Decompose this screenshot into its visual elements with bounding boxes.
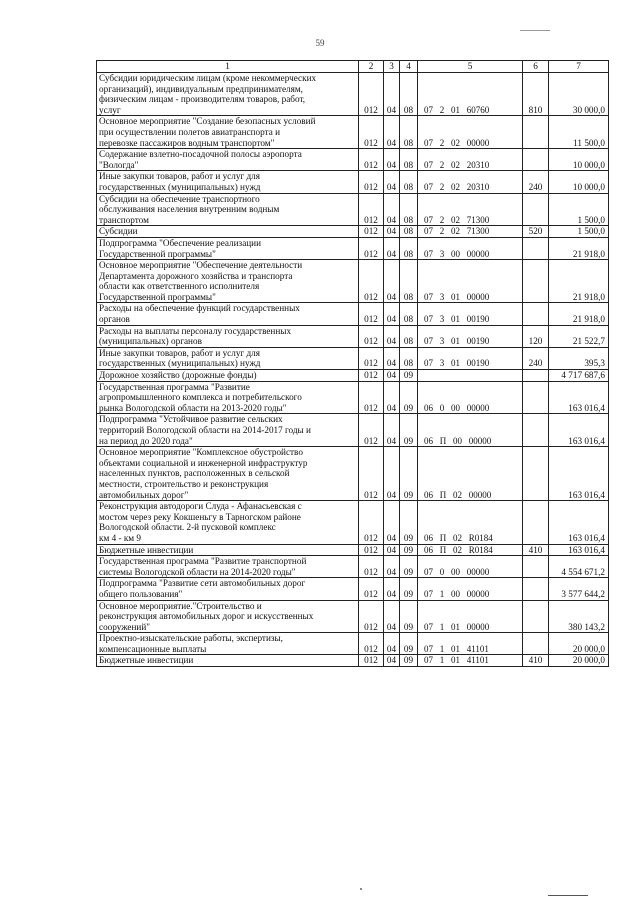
table-row xyxy=(97,325,609,347)
row-code-subsection-cell: 08 xyxy=(400,347,418,369)
row-code-target-cell: 06 П 00 00000 xyxy=(418,414,523,447)
row-code-subsection-cell: 09 xyxy=(400,544,418,556)
row-code-section-cell: 04 xyxy=(384,303,400,325)
row-name-cell: Основное мероприятие "Комплексное обустройство объектами социальной и инженерной инфраструктур населенных пунктов, расположенных в сельской местности, строительство и реконструкция автомобильных дорог" xyxy=(97,447,359,501)
row-amount-cell: 21 918,0 xyxy=(549,260,609,303)
table-row xyxy=(97,556,609,578)
row-code-section-cell: 04 xyxy=(384,556,400,578)
row-code-subsection-cell: 08 xyxy=(400,226,418,238)
row-code-expense-type-cell xyxy=(523,381,549,414)
row-code-expense-type-cell: 520 xyxy=(523,226,549,238)
row-name-cell: Субсидии xyxy=(97,226,359,238)
table-row xyxy=(97,600,609,633)
row-code-expense-type-cell xyxy=(523,303,549,325)
row-code-subsection-cell: 09 xyxy=(400,633,418,655)
scan-mark-top xyxy=(520,30,550,31)
row-code-target-cell: 07 2 02 00000 xyxy=(418,116,523,149)
table-row xyxy=(97,347,609,369)
row-code-target-cell: 06 0 00 00000 xyxy=(418,381,523,414)
row-code-expense-type-cell xyxy=(523,370,549,382)
row-name-cell: Расходы на обеспечение функций государственных органов xyxy=(97,303,359,325)
row-name-cell: Бюджетные инвестиции xyxy=(97,544,359,556)
row-code-section-cell: 04 xyxy=(384,544,400,556)
row-code-target-cell xyxy=(418,370,523,382)
row-code-target-cell: 07 2 02 20310 xyxy=(418,149,523,171)
row-code-section-cell: 04 xyxy=(384,578,400,600)
row-code-expense-type-cell xyxy=(523,193,549,226)
row-amount-cell: 163 016,4 xyxy=(549,501,609,544)
table-row xyxy=(97,447,609,501)
row-code-section-cell: 04 xyxy=(384,370,400,382)
row-code-target-cell: 06 П 02 R0184 xyxy=(418,501,523,544)
row-name-cell: Проектно-изыскательские работы, экспертизы, компенсационные выплаты xyxy=(97,633,359,655)
table-row xyxy=(97,260,609,303)
row-name-cell: Подпрограмма "Развитие сети автомобильных дорог общего пользования" xyxy=(97,578,359,600)
row-code-section-cell: 04 xyxy=(384,149,400,171)
row-name-cell: Иные закупки товаров, работ и услуг для государственных (муниципальных) нужд xyxy=(97,347,359,369)
row-name-cell: Бюджетные инвестиции xyxy=(97,655,359,667)
row-code-section-cell: 04 xyxy=(384,600,400,633)
row-code-expense-type-cell xyxy=(523,260,549,303)
row-code-ministry-cell: 012 xyxy=(359,303,384,325)
row-name-cell: Государственная программа "Развитие агропромышленного комплекса и потребительского рынка Вологодской области на 2013-2020 годы" xyxy=(97,381,359,414)
row-code-section-cell: 04 xyxy=(384,347,400,369)
row-code-section-cell: 04 xyxy=(384,116,400,149)
row-code-section-cell: 04 xyxy=(384,325,400,347)
row-code-expense-type-cell: 410 xyxy=(523,655,549,667)
row-name-cell: Основное мероприятие "Обеспечение деятельности Департамента дорожного хозяйства и транспорта области как ответственного исполнителя Государственной программы" xyxy=(97,260,359,303)
row-code-expense-type-cell xyxy=(523,556,549,578)
row-code-subsection-cell: 09 xyxy=(400,414,418,447)
row-code-target-cell: 07 1 01 00000 xyxy=(418,600,523,633)
row-code-ministry-cell: 012 xyxy=(359,171,384,193)
header-col-5: 5 xyxy=(418,61,523,73)
header-col-7: 7 xyxy=(549,61,609,73)
row-code-target-cell: 07 3 01 00190 xyxy=(418,325,523,347)
row-code-ministry-cell: 012 xyxy=(359,633,384,655)
row-code-subsection-cell: 09 xyxy=(400,578,418,600)
row-code-target-cell: 07 1 01 41101 xyxy=(418,633,523,655)
row-name-cell: Основное мероприятие "Создание безопасных условий при осуществлении полетов авиатранспорта и перевозке пассажиров водным транспортом" xyxy=(97,116,359,149)
row-code-expense-type-cell xyxy=(523,578,549,600)
row-code-target-cell: 07 2 02 20310 xyxy=(418,171,523,193)
row-code-ministry-cell: 012 xyxy=(359,556,384,578)
row-amount-cell: 11 500,0 xyxy=(549,116,609,149)
row-code-ministry-cell: 012 xyxy=(359,325,384,347)
row-code-target-cell: 07 1 01 41101 xyxy=(418,655,523,667)
row-name-cell: Субсидии на обеспечение транспортного обслуживания населения внутренним водным транспортом xyxy=(97,193,359,226)
header-col-3: 3 xyxy=(384,61,400,73)
row-code-subsection-cell: 09 xyxy=(400,655,418,667)
row-code-ministry-cell: 012 xyxy=(359,73,384,116)
table-row xyxy=(97,171,609,193)
row-amount-cell: 20 000,0 xyxy=(549,633,609,655)
row-code-expense-type-cell: 410 xyxy=(523,544,549,556)
row-code-subsection-cell: 09 xyxy=(400,447,418,501)
row-code-target-cell: 06 П 02 R0184 xyxy=(418,544,523,556)
row-code-target-cell: 07 2 02 71300 xyxy=(418,226,523,238)
row-code-section-cell: 04 xyxy=(384,655,400,667)
row-amount-cell: 20 000,0 xyxy=(549,655,609,667)
row-code-target-cell: 07 0 00 00000 xyxy=(418,556,523,578)
header-col-1: 1 xyxy=(97,61,359,73)
row-code-ministry-cell: 012 xyxy=(359,226,384,238)
header-col-6: 6 xyxy=(523,61,549,73)
row-amount-cell: 4 717 687,6 xyxy=(549,370,609,382)
row-name-cell: Основное мероприятие."Строительство и реконструкция автомобильных дорог и искусственных сооружений" xyxy=(97,600,359,633)
row-name-cell: Подпрограмма "Устойчивое развитие сельских территорий Вологодской области на 2014-2017 годы и на период до 2020 года" xyxy=(97,414,359,447)
row-code-ministry-cell: 012 xyxy=(359,193,384,226)
row-amount-cell: 3 577 644,2 xyxy=(549,578,609,600)
table-row xyxy=(97,501,609,544)
row-code-subsection-cell: 09 xyxy=(400,600,418,633)
row-code-expense-type-cell xyxy=(523,149,549,171)
row-amount-cell: 395,3 xyxy=(549,347,609,369)
row-code-subsection-cell: 08 xyxy=(400,171,418,193)
row-code-section-cell: 04 xyxy=(384,171,400,193)
row-code-ministry-cell: 012 xyxy=(359,237,384,259)
scan-speck xyxy=(360,888,362,890)
row-code-subsection-cell: 09 xyxy=(400,556,418,578)
row-code-section-cell: 04 xyxy=(384,447,400,501)
row-code-section-cell: 04 xyxy=(384,414,400,447)
page-number: 59 xyxy=(315,38,325,48)
row-code-target-cell: 07 3 00 00000 xyxy=(418,237,523,259)
row-code-expense-type-cell xyxy=(523,447,549,501)
row-code-subsection-cell: 08 xyxy=(400,260,418,303)
row-amount-cell: 21 522,7 xyxy=(549,325,609,347)
row-code-ministry-cell: 012 xyxy=(359,414,384,447)
row-name-cell: Подпрограмма "Обеспечение реализации Государственной программы" xyxy=(97,237,359,259)
row-code-subsection-cell: 08 xyxy=(400,116,418,149)
row-amount-cell: 163 016,4 xyxy=(549,381,609,414)
row-name-cell: Расходы на выплаты персоналу государственных (муниципальных) органов xyxy=(97,325,359,347)
header-col-4: 4 xyxy=(400,61,418,73)
row-code-ministry-cell: 012 xyxy=(359,149,384,171)
row-code-section-cell: 04 xyxy=(384,381,400,414)
row-code-ministry-cell: 012 xyxy=(359,370,384,382)
row-code-expense-type-cell xyxy=(523,501,549,544)
row-amount-cell: 163 016,4 xyxy=(549,414,609,447)
row-code-subsection-cell: 08 xyxy=(400,303,418,325)
row-name-cell: Субсидии юридическим лицам (кроме некоммерческих организаций), индивидуальным предпринимателям, физическим лицам - производителям товаров, работ, услуг xyxy=(97,73,359,116)
table-row xyxy=(97,149,609,171)
row-code-target-cell: 07 3 01 00190 xyxy=(418,347,523,369)
row-code-ministry-cell: 012 xyxy=(359,501,384,544)
row-amount-cell: 1 500,0 xyxy=(549,226,609,238)
row-name-cell: Государственная программа "Развитие транспортной системы Вологодской области на 2014-2020 годы" xyxy=(97,556,359,578)
row-code-ministry-cell: 012 xyxy=(359,347,384,369)
table-row xyxy=(97,226,609,238)
table-row xyxy=(97,578,609,600)
row-amount-cell: 163 016,4 xyxy=(549,447,609,501)
row-code-subsection-cell: 08 xyxy=(400,325,418,347)
row-code-ministry-cell: 012 xyxy=(359,655,384,667)
row-amount-cell: 30 000,0 xyxy=(549,73,609,116)
row-code-section-cell: 04 xyxy=(384,193,400,226)
row-name-cell: Дорожное хозяйство (дорожные фонды) xyxy=(97,370,359,382)
row-code-target-cell: 07 2 01 60760 xyxy=(418,73,523,116)
budget-table-body xyxy=(97,61,609,667)
row-code-expense-type-cell xyxy=(523,116,549,149)
row-code-ministry-cell: 012 xyxy=(359,381,384,414)
row-code-subsection-cell: 09 xyxy=(400,381,418,414)
row-code-ministry-cell: 012 xyxy=(359,578,384,600)
table-row xyxy=(97,237,609,259)
row-amount-cell: 380 143,2 xyxy=(549,600,609,633)
row-code-section-cell: 04 xyxy=(384,501,400,544)
row-amount-cell: 21 918,0 xyxy=(549,303,609,325)
row-code-ministry-cell: 012 xyxy=(359,447,384,501)
row-code-subsection-cell: 08 xyxy=(400,193,418,226)
row-amount-cell: 1 500,0 xyxy=(549,193,609,226)
table-row xyxy=(97,370,609,382)
row-code-expense-type-cell xyxy=(523,414,549,447)
row-code-subsection-cell: 09 xyxy=(400,501,418,544)
row-amount-cell: 4 554 671,2 xyxy=(549,556,609,578)
row-code-ministry-cell: 012 xyxy=(359,116,384,149)
row-code-section-cell: 04 xyxy=(384,226,400,238)
row-code-target-cell: 07 3 01 00190 xyxy=(418,303,523,325)
row-code-target-cell: 07 1 00 00000 xyxy=(418,578,523,600)
row-code-section-cell: 04 xyxy=(384,260,400,303)
row-code-expense-type-cell: 240 xyxy=(523,171,549,193)
row-code-target-cell: 07 2 02 71300 xyxy=(418,193,523,226)
row-code-expense-type-cell xyxy=(523,600,549,633)
row-code-subsection-cell: 09 xyxy=(400,370,418,382)
table-row xyxy=(97,544,609,556)
table-row xyxy=(97,193,609,226)
row-name-cell: Содержание взлетно-посадочной полосы аэропорта "Вологда" xyxy=(97,149,359,171)
table-row xyxy=(97,414,609,447)
row-code-ministry-cell: 012 xyxy=(359,544,384,556)
header-row xyxy=(97,61,609,73)
table-row xyxy=(97,73,609,116)
scan-mark-bottom xyxy=(548,895,588,896)
row-code-subsection-cell: 08 xyxy=(400,73,418,116)
table-row xyxy=(97,633,609,655)
row-code-expense-type-cell: 240 xyxy=(523,347,549,369)
row-code-expense-type-cell: 810 xyxy=(523,73,549,116)
row-code-target-cell: 07 3 01 00000 xyxy=(418,260,523,303)
table-row xyxy=(97,381,609,414)
table-row xyxy=(97,303,609,325)
row-code-section-cell: 04 xyxy=(384,73,400,116)
row-code-section-cell: 04 xyxy=(384,633,400,655)
row-code-ministry-cell: 012 xyxy=(359,600,384,633)
row-code-expense-type-cell xyxy=(523,633,549,655)
row-code-ministry-cell: 012 xyxy=(359,260,384,303)
row-code-expense-type-cell: 120 xyxy=(523,325,549,347)
table-row xyxy=(97,116,609,149)
row-amount-cell: 10 000,0 xyxy=(549,171,609,193)
row-amount-cell: 10 000,0 xyxy=(549,149,609,171)
budget-table xyxy=(96,60,609,667)
row-name-cell: Иные закупки товаров, работ и услуг для государственных (муниципальных) нужд xyxy=(97,171,359,193)
table-row xyxy=(97,655,609,667)
row-name-cell: Реконструкция автодороги Слуда - Афанасьевская с мостом через реку Кокшеньгу в Тарногском районе Вологодской области. 2-й пусковой комплекс км 4 - км 9 xyxy=(97,501,359,544)
row-code-section-cell: 04 xyxy=(384,237,400,259)
header-col-2: 2 xyxy=(359,61,384,73)
row-code-subsection-cell: 08 xyxy=(400,237,418,259)
row-amount-cell: 21 918,0 xyxy=(549,237,609,259)
row-code-expense-type-cell xyxy=(523,237,549,259)
row-amount-cell: 163 016,4 xyxy=(549,544,609,556)
row-code-subsection-cell: 08 xyxy=(400,149,418,171)
row-code-target-cell: 06 П 02 00000 xyxy=(418,447,523,501)
